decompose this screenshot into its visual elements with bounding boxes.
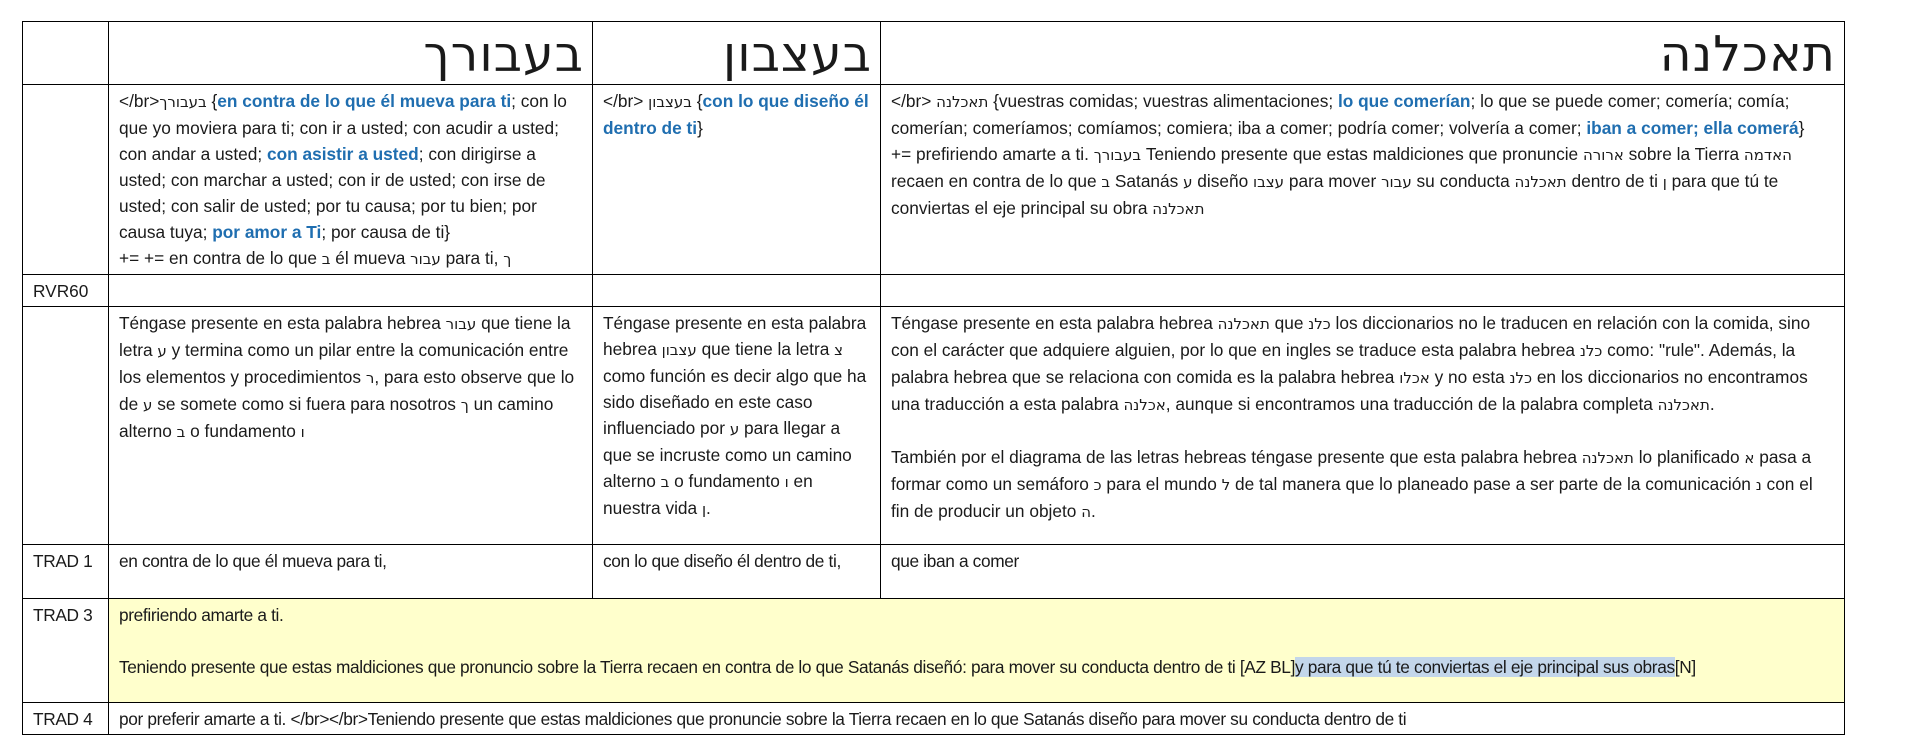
hebrew-word: האדמה	[1743, 146, 1792, 164]
text-run: con el fin de producir un objeto	[891, 474, 1813, 521]
hebrew-word: עבור	[445, 315, 477, 333]
hebrew-letter: ו	[784, 473, 789, 491]
row-label-empty	[23, 85, 109, 275]
text-run: También por el diagrama de las letras hebreas téngase presente que esta palabra hebrea	[891, 447, 1582, 467]
hebrew-letter: ב	[176, 423, 186, 441]
hebrew-word-heading: בעצבון	[722, 26, 872, 83]
text-run: , aunque si encontramos una traducción de la palabra completa	[1165, 394, 1658, 414]
hebrew-letter: ה	[1081, 503, 1092, 521]
hebrew-letter: צ	[834, 341, 844, 359]
hebrew-letter: ב	[1101, 173, 1111, 191]
text-run: Téngase presente en esta palabra hebrea	[603, 313, 867, 359]
text-run: que tiene la letra	[696, 339, 835, 359]
hebrew-word: תאכלנה	[1152, 200, 1205, 218]
text-run: recaen en contra de lo que	[891, 171, 1102, 191]
hebrew-word: אכלנה	[1123, 396, 1166, 414]
header-row	[23, 22, 1845, 85]
hebrew-word: בעבורך	[159, 93, 207, 111]
text-run: para el mundo	[1101, 474, 1222, 494]
row-label-trad1: TRAD 1	[23, 545, 109, 599]
text-run: Téngase presente en esta palabra hebrea	[119, 313, 446, 333]
text-run: como: "rule". Además, la palabra hebrea que se relaciona con comida es la palabra hebrea	[891, 340, 1796, 387]
text-run: o fundamento	[669, 471, 785, 491]
paragraph-gap	[119, 628, 1834, 654]
text-run: para que tú te conviertas el eje principal su obra	[891, 171, 1779, 218]
text-run: Teniendo presente que estas maldiciones que pronuncie	[1141, 144, 1583, 164]
hebrew-letter: ע	[157, 342, 167, 360]
hebrew-letter: ר	[365, 369, 375, 387]
text-run: }	[697, 118, 703, 138]
text-run: o fundamento	[185, 421, 301, 441]
hebrew-word: בעבורך	[1093, 146, 1142, 164]
text-run: lo planificado	[1633, 447, 1745, 467]
text-run: ; lo que se puede comer; comería; comía; comerían; comeríamos; comíamos; comiera; iba a comer; podría comer; volvería a comer;	[891, 91, 1790, 138]
hebrew-word: ארורה	[1582, 146, 1624, 164]
text-run: para ti,	[440, 248, 504, 268]
header-cell-col2[interactable]	[109, 22, 593, 85]
text-run: se somete como si fuera para nosotros	[152, 394, 461, 414]
hebrew-word: תאכלנה	[936, 93, 989, 111]
text-run: {	[206, 91, 218, 111]
hebrew-word: כלנ	[1579, 342, 1603, 360]
hebrew-letter: ו	[300, 423, 305, 441]
hebrew-letter: ל	[1221, 476, 1231, 494]
highlighted-meaning: iban a comer; ella comerá	[1586, 118, 1799, 138]
hebrew-letter: ע	[729, 420, 740, 438]
text-run: los diccionarios no le traducen en relación con la comida, sino con el carácter que adquiere alguien, por lo que en ingles se traduce esta palabra hebrea	[891, 313, 1811, 360]
hebrew-word-heading: תאכלנה	[1659, 26, 1836, 83]
text-run: dentro de ti	[1566, 171, 1663, 191]
highlighted-meaning: con asistir a usted	[266, 144, 419, 164]
text-run: .	[1091, 501, 1096, 521]
hebrew-letter: ב	[321, 250, 331, 268]
highlighted-meaning: lo que comerían	[1337, 91, 1471, 111]
text-run: [N]	[1674, 657, 1696, 677]
hebrew-letter: ך	[503, 250, 512, 268]
hebrew-word: עצבון	[661, 341, 697, 359]
text-run: Teniendo presente que estas maldiciones que pronuncio sobre la Tierra recaen en contra de lo que Satanás diseñó: para mover su conducta dentro de ti [AZ BL]	[119, 657, 1296, 677]
text-run: ; con lo que yo moviera para ti; con ir a usted; con acudir a usted; con andar a usted;	[119, 91, 567, 164]
hebrew-word: תאכלנה	[1657, 396, 1710, 414]
row-label-trad3: TRAD 3	[23, 599, 109, 703]
commentary-cell-col2[interactable]	[109, 307, 593, 545]
rvr60-row	[23, 275, 1845, 307]
hebrew-letter: ן	[1662, 173, 1667, 191]
highlighted-meaning: en contra de lo que él mueva para ti	[217, 91, 512, 111]
hebrew-word: תאכלנה	[1514, 173, 1567, 191]
selected-text[interactable]: y para que tú te conviertas el eje principal sus obras	[1295, 657, 1675, 677]
text-run: para llegar a que se incruste como un camino alterno	[603, 418, 852, 491]
commentary-cell-col4[interactable]	[881, 307, 1845, 545]
hebrew-word: כלנ	[1509, 369, 1533, 387]
text-run: su conducta	[1411, 171, 1515, 191]
hebrew-word: תאכלנה	[1217, 315, 1270, 333]
trad1-cell-col2[interactable]: en contra de lo que él mueva para ti,	[109, 545, 593, 599]
text-run: sobre la Tierra	[1623, 144, 1744, 164]
hebrew-letter: ע	[143, 396, 153, 414]
translation-table	[22, 21, 1845, 735]
text-run: él mueva	[330, 248, 411, 268]
hebrew-letter: א	[1744, 449, 1755, 467]
trad4-row	[23, 703, 1845, 735]
definition-cell-col4[interactable]	[881, 85, 1845, 275]
trad1-cell-col3[interactable]: con lo que diseño él dentro de ti,	[593, 545, 881, 599]
text-run: para mover	[1284, 171, 1382, 191]
hebrew-word: בעצבון	[648, 93, 692, 111]
trad3-row	[23, 599, 1845, 703]
text-run: y no esta	[1429, 367, 1510, 387]
definitions-row	[23, 85, 1845, 275]
hebrew-word: עצבו	[1253, 173, 1285, 191]
text-run: += += en contra de lo que	[119, 248, 322, 268]
definition-cell-col2[interactable]	[109, 85, 593, 275]
highlighted-meaning: con lo que diseño él dentro de ti	[603, 91, 869, 138]
text-run: en los diccionarios no encontramos una traducción a esta palabra	[891, 367, 1808, 414]
hebrew-letter: ך	[460, 396, 469, 414]
hebrew-word: עבור	[1381, 173, 1412, 191]
hebrew-word: כלנ	[1308, 315, 1331, 333]
text-run: </br>	[891, 91, 937, 111]
hebrew-word: אכלו	[1399, 369, 1430, 387]
trad1-cell-col4[interactable]: que iban a comer	[881, 545, 1845, 599]
row-label-rvr60: RVR60	[23, 275, 109, 307]
hebrew-letter: כ	[1093, 476, 1102, 494]
text-run: de tal manera que lo planeado pase a ser parte de la comunicación	[1230, 474, 1756, 494]
text-run: que	[1269, 313, 1309, 333]
hebrew-letter: נ	[1755, 476, 1762, 494]
row-label-empty	[23, 307, 109, 545]
text-run: ; por causa de ti}	[321, 222, 451, 242]
text-run: }	[1798, 118, 1805, 138]
text-run: += prefiriendo amarte a ti.	[891, 144, 1094, 164]
text-run: prefiriendo amarte a ti.	[119, 605, 284, 625]
text-run: {	[691, 91, 703, 111]
text-run: un camino alterno	[119, 394, 554, 441]
rvr60-cell-col2[interactable]	[109, 275, 593, 307]
text-run: Satanás	[1110, 171, 1184, 191]
text-run: </br>	[119, 91, 160, 111]
text-run: </br>	[603, 91, 649, 111]
trad3-cell[interactable]	[109, 599, 1845, 703]
highlighted-meaning: por amor a Ti	[212, 222, 322, 242]
commentary-cell-col3[interactable]	[593, 307, 881, 545]
hebrew-word: תאכלנה	[1581, 449, 1634, 467]
text-run: pasa a formar como un semáforo	[891, 447, 1812, 494]
rvr60-cell-col3[interactable]	[593, 275, 881, 307]
hebrew-word: עבור	[410, 250, 441, 268]
trad4-cell[interactable]: por preferir amarte a ti. </br></br>Teniendo presente que estas maldiciones que pronuncie sobre la Tierra recaen en lo que Satanás diseño para mover su conducta dentro de ti	[109, 703, 1845, 735]
text-run: y termina como un pilar entre la comunicación entre los elementos y procedimientos	[119, 340, 569, 387]
rvr60-cell-col4[interactable]	[881, 275, 1845, 307]
text-run: ; con dirigirse a usted; con marchar a usted; con ir de usted; con irse de usted; con salir de usted; por tu causa; por tu bien; por causa tuya;	[119, 144, 546, 242]
hebrew-letter: ב	[660, 473, 670, 491]
text-run: Téngase presente en esta palabra hebrea	[891, 313, 1218, 333]
hebrew-letter: ע	[1183, 173, 1193, 191]
text-run: .	[1709, 394, 1715, 414]
definition-cell-col3[interactable]	[593, 85, 881, 275]
paragraph-gap	[891, 418, 1834, 444]
text-run: que tiene la letra	[119, 313, 571, 360]
header-empty-cell	[23, 22, 109, 85]
hebrew-word-heading: בעבורך	[423, 26, 584, 83]
commentary-row	[23, 307, 1845, 545]
row-label-trad4: TRAD 4	[23, 703, 109, 735]
text-run: diseño	[1192, 171, 1254, 191]
header-cell-col3[interactable]	[593, 22, 881, 85]
text-run: {vuestras comidas; vuestras alimentaciones;	[988, 91, 1338, 111]
hebrew-letter: ן	[701, 500, 707, 518]
trad1-row	[23, 545, 1845, 599]
header-cell-col4[interactable]	[881, 22, 1845, 85]
text-run: .	[706, 498, 711, 518]
text-run: en nuestra vida	[603, 471, 813, 518]
text-run: , para esto observe que lo de	[119, 367, 575, 414]
text-run: como función es decir algo que ha sido diseñado en este caso influenciado por	[603, 366, 867, 438]
